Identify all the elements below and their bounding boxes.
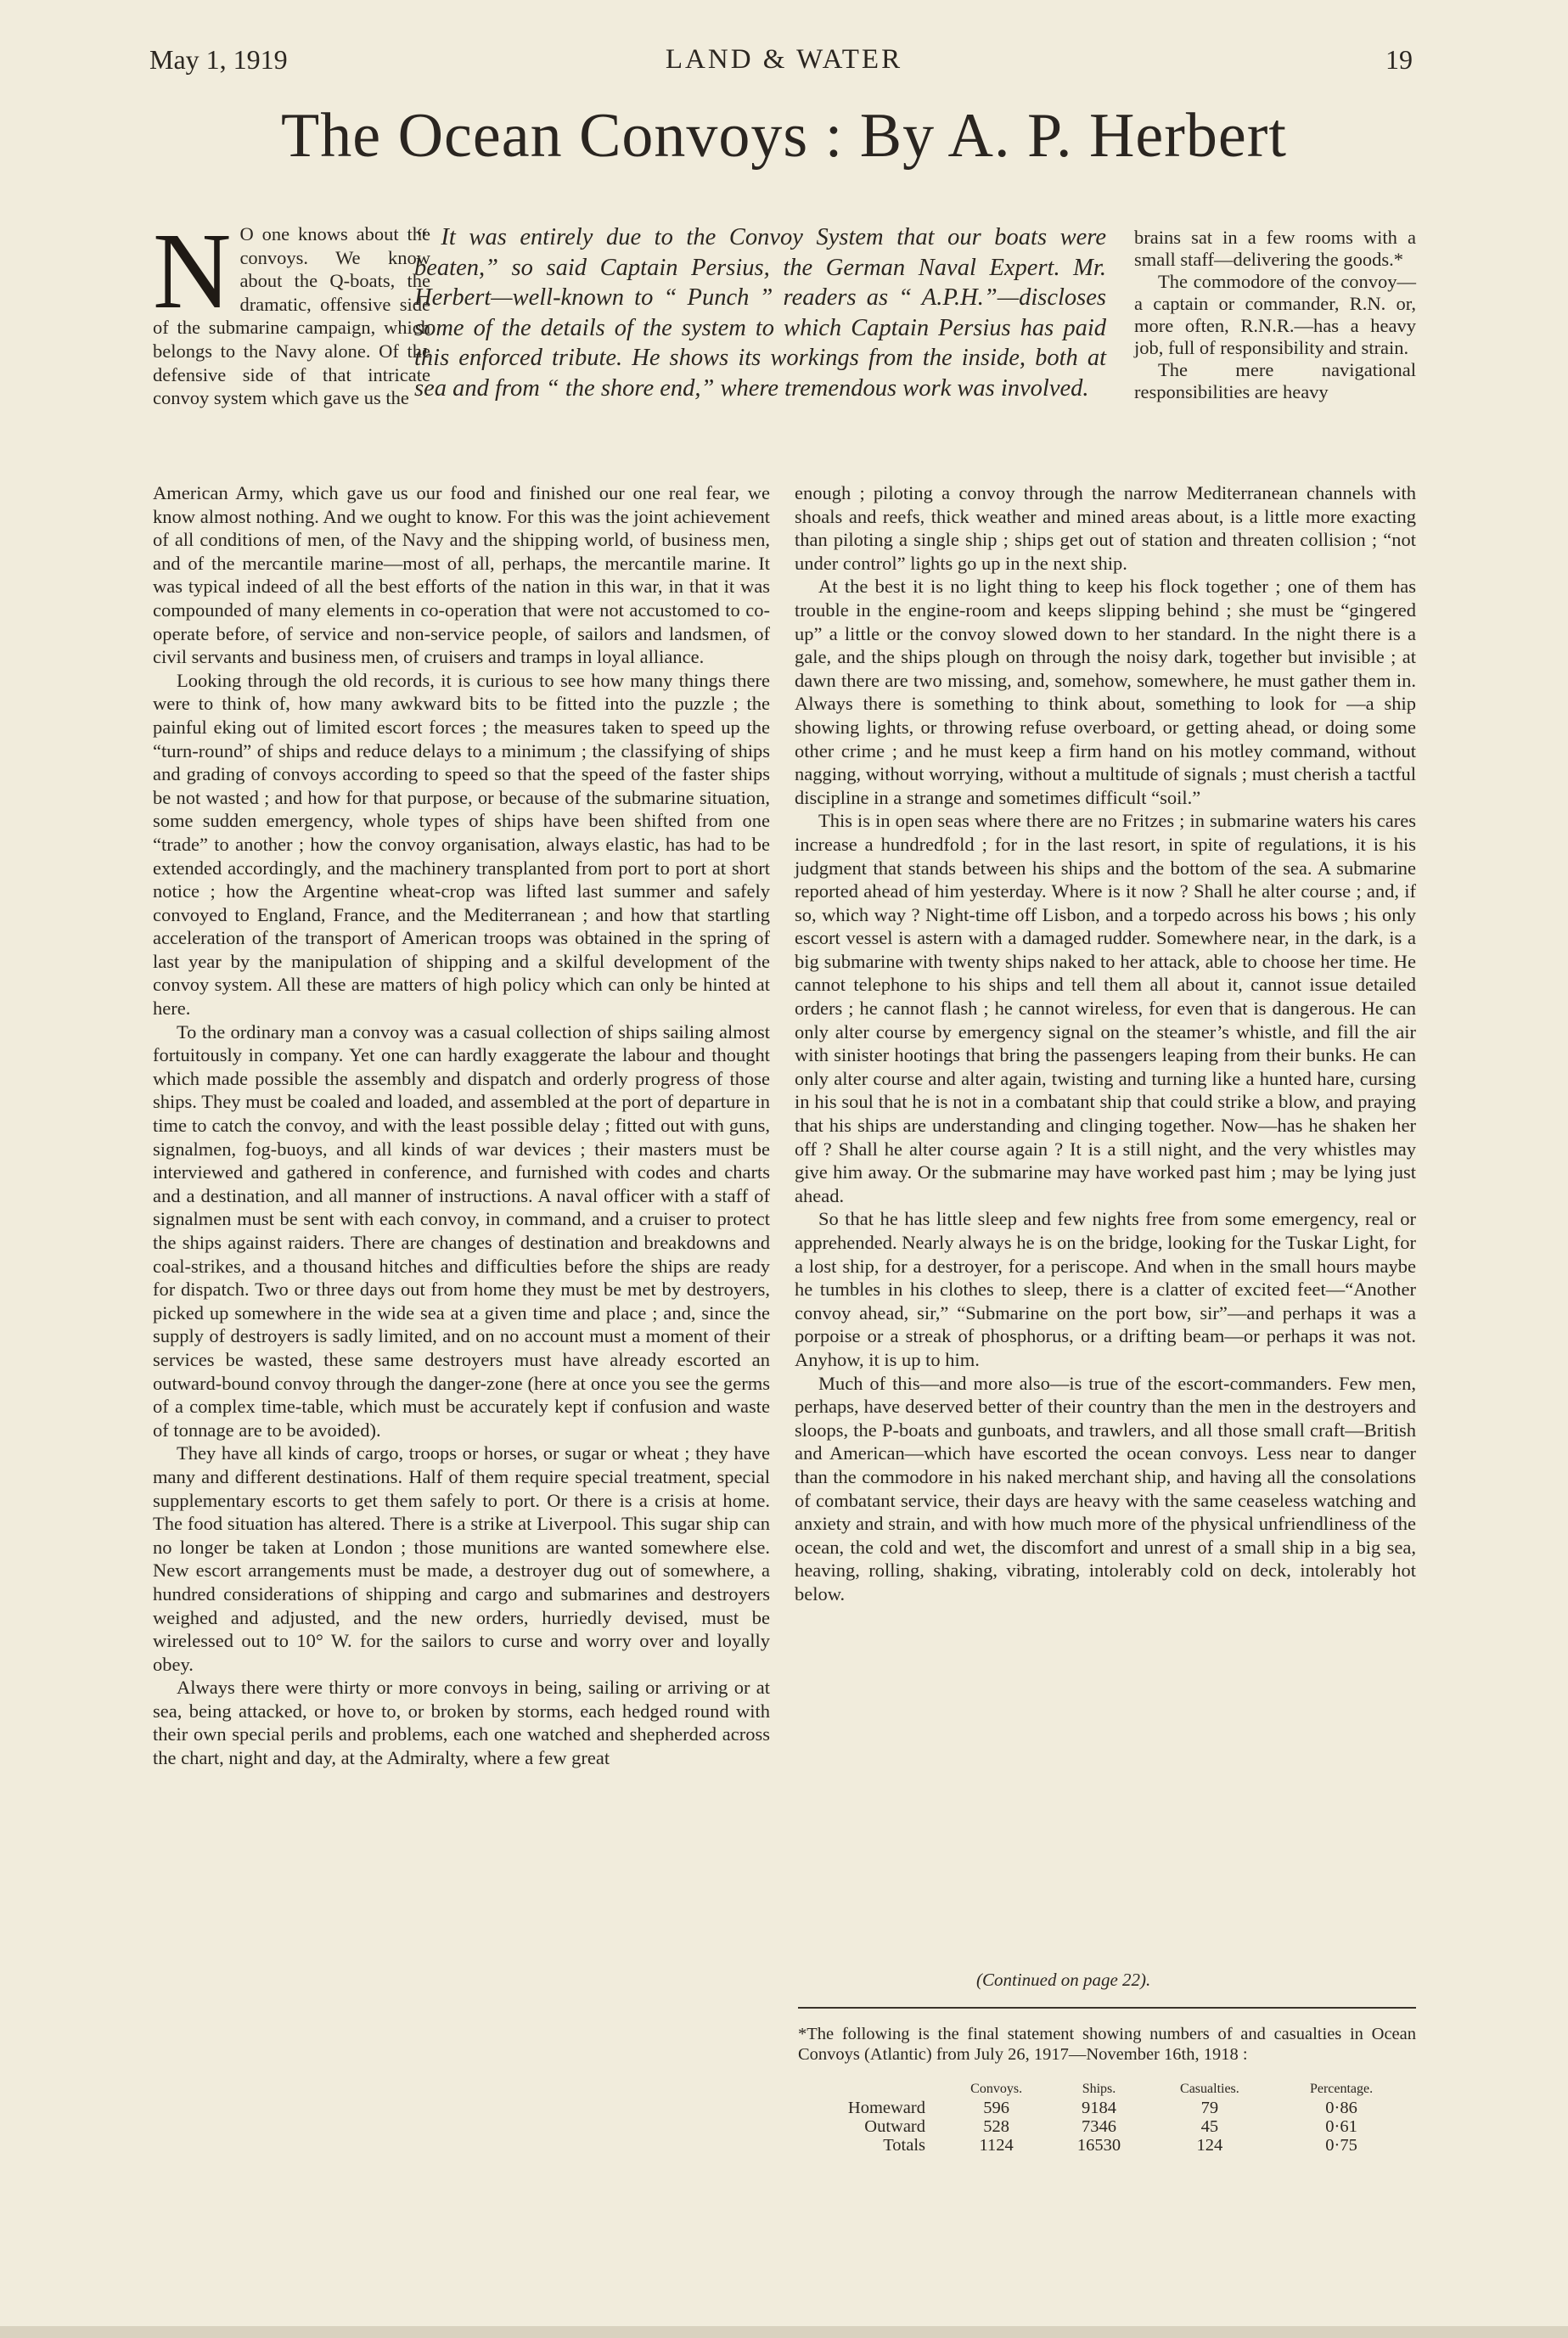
table-cell: 596 xyxy=(983,2099,1009,2117)
paragraph: They have all kinds of cargo, troops or horses, or sugar or wheat ; they have many and different destinations. Half of them require special treatment, special supplementary escorts to get them safely to port. Or there is a crisis at home. The food situation has altered. There is a strike at Liverpool. This sugar ship can no longer be taken at London ; those munitions are wanted somewhere else. New escort arrangements must be made, a destroyer dug out of somewhere, a hundred considerations of shipping and cargo and submarines and destroyers weighed and adjusted, and the new orders, hurriedly devised, must be wirelessed out to 10° W. for the sailors to curse and worry over and loyally obey. xyxy=(153,1442,770,1675)
table-row xyxy=(815,2099,1409,2117)
column-three-top xyxy=(1134,227,1416,403)
opening-text: O one knows about the convoys. We know about the Q-boats, the dramatic, offensive side of the submarine campaign, which belongs to the Navy alone. Of the defensive side of that intricate convoy system which gave us the xyxy=(153,223,430,409)
column-two xyxy=(795,481,1416,1606)
continued-note: (Continued on page 22). xyxy=(976,1970,1151,1990)
article-title: The Ocean Convoys : By A. P. Herbert xyxy=(281,101,1287,171)
column-header: Ships. xyxy=(1082,2082,1116,2096)
table-header-row xyxy=(815,2080,1409,2099)
footnote-text: *The following is the final statement showing numbers of and casualties in Ocean Convoys (Atlantic) from July 26, 1917—November 16th, 1918 : xyxy=(798,2025,1416,2064)
table-cell: 79 xyxy=(1200,2099,1219,2117)
table-cell: 7346 xyxy=(1081,2117,1116,2136)
paragraph: Much of this—and more also—is true of the escort-commanders. Few men, perhaps, have deserved better of their country than the men in the destroyers and sloops, the P-boats and gunboats, and trawlers, and all those small craft—British and American—which have escorted the ocean convoys. Less near to danger than the commodore in his naked merchant ship, and having all the consolations of combatant service, their days are heavy with the same ceaseless watching and anxiety and strain, and with how much more of the physical unfriendliness of the ocean, the cold and wet, the discomfort and unrest of a small ship in a big sea, heaving, rolling, shaking, vibrating, intolerably cold on deck, intolerably hot below. xyxy=(795,1372,1416,1605)
blank-header xyxy=(815,2080,941,2099)
paragraph: brains sat in a few rooms with a small staff—delivering the goods.* xyxy=(1134,227,1416,270)
paragraph: So that he has little sleep and few nights free from some emergency, real or apprehended. Nearly always he is on the bridge, looking for the Tuskar Light, for a lost ship, for a destroyer, for a periscope. And when in the small hours maybe he tumbles in his clothes to sleep, there is a clatter of excited feet—“Another convoy ahead, sir,” “Submarine on the port bow, sir”—and perhaps it was a porpoise or a streak of phosphorus, or a drifting beam—or perhaps it was not. Anyhow, it is up to him. xyxy=(795,1208,1416,1370)
page-edge xyxy=(0,2326,1568,2338)
paragraph: The mere navigational responsibilities are heavy xyxy=(1134,359,1416,402)
paragraph: Always there were thirty or more convoys in being, sailing or arriving or at sea, being attacked, or hove to, or broken by storms, each hedged round with their own special perils and problems, each one watched and shepherded across the chart, night and day, at the Admiralty, where a few great xyxy=(153,1677,770,1769)
row-label: Homeward xyxy=(847,2099,925,2117)
column-header: Casualties. xyxy=(1180,2082,1239,2096)
article-deck: “ It was entirely due to the Convoy System that our boats were beaten,” so said Captain Persius, the German Naval Expert. Mr. Herbert—well-known to “ Punch ” readers as “ A.P.H.”—discloses some of the details of the system to which Captain Persius has paid this enforced tribute. He shows its workings from the inside, both at sea and from “ the shore end,” where tremendous work was involved. xyxy=(414,224,1106,402)
table-cell: 0·86 xyxy=(1325,2099,1357,2117)
convoy-statistics-table xyxy=(815,2080,1409,2155)
table-cell: 9184 xyxy=(1081,2099,1116,2117)
table-row xyxy=(815,2117,1409,2136)
issue-date: May 1, 1919 xyxy=(149,44,288,75)
paragraph: This is in open seas where there are no Fritzes ; in submarine waters his cares increase a hundredfold ; for in the last resort, in spite of regulations, it is his judgment that stands between his ships and the bottom of the sea. A submarine reported ahead of him yesterday. Where is it now ? Shall he alter course ; and, if so, which way ? Night-time off Lisbon, and a torpedo across his bows ; his only escort vessel is astern with a damaged rudder. Somewhere near, in the dark, is a big submarine with twenty ships naked to her attack, able to choose her time. He cannot telephone to his ships and tell them all about it, cannot issue detailed orders ; he cannot flash ; he cannot wireless, for even that is dangerous. He can only alter course by emergency signal on the steamer’s whistle, and fill the air with sinister hootings that bring the passengers leaping from their bunks. He can only alter course and alter again, twisting and turning like a hunted hare, cursing in his soul that he is not in a combatant ship that could strike a blow, and praying that his ships are understanding and clinging together. Now—has he shaken her off ? Shall he alter course again ? It is a still night, and the very whistles may give him away. Or the submarine may have worked past him ; may be lying just ahead. xyxy=(795,810,1416,1206)
magazine-name: LAND & WATER xyxy=(665,44,903,75)
column-one xyxy=(153,481,770,1770)
table-cell: 45 xyxy=(1200,2117,1219,2136)
page-number: 19 xyxy=(1385,44,1413,75)
column-header: Convoys. xyxy=(970,2082,1023,2096)
row-label: Totals xyxy=(883,2136,925,2155)
table-row xyxy=(815,2136,1409,2155)
paragraph: To the ordinary man a convoy was a casual collection of ships sailing almost fortuitously in company. Yet one can hardly exaggerate the labour and thought which made possible the assembly and dispatch and orderly progress of those ships. They must be coaled and loaded, and assembled at the port of departure in time to catch the convoy, and with the least possible delay ; fitted out with guns, signalmen, fog-buoys, and all kinds of war devices ; their masters must be interviewed and gathered in conference, and furnished with codes and charts and a destination, and all manner of instructions. A naval officer with a staff of signalmen must be sent with each convoy, in command, and a cruiser to protect the ships against raiders. There are changes of destination and breakdowns and coal-strikes, and a thousand hitches and difficulties before the ships are ready for dispatch. Two or three days out from home they must be met by destroyers, picked up somewhere in the wide sea at a given time and place ; and, since the supply of destroyers is sadly limited, and on no account must a moment of their services be wasted, these same destroyers must have already escorted an outward-bound convoy through the danger-zone (here at once you see the germs of a complex time-table, which must be accurately kept if confusion and waste of tonnage are to be avoided). xyxy=(153,1020,770,1441)
table-cell: 0·61 xyxy=(1325,2117,1357,2136)
row-label: Outward xyxy=(864,2117,925,2136)
table-cell: 16530 xyxy=(1076,2136,1121,2155)
paragraph: Looking through the old records, it is curious to see how many things there were to think of, how many awkward bits to be fitted into the puzzle ; the painful eking out of limited escort forces ; the measures taken to speed up the “turn-round” of ships and reduce delays to a minimum ; the classifying of ships and grading of convoys according to speed so that the speed of the faster ships be not wasted ; and how for that purpose, or because of the submarine situation, some sudden emergency, whole types of ships have been shifted from one “trade” to another ; how the convoy organisation, always elastic, has had to be extended accordingly, and the machinery transplanted from port to port at short notice ; how the Argentine wheat-crop was lifted last summer and safely convoyed to England, France, and the Mediterranean ; and how that startling acceleration of the transport of American troops was obtained in the spring of last year by the manipulation of shipping and a skilful development of the convoy system. All these are matters of high policy which can only be hinted at here. xyxy=(153,669,770,1020)
drop-cap: N xyxy=(153,211,232,331)
table-cell: 1124 xyxy=(979,2136,1014,2155)
table-cell: 0·75 xyxy=(1325,2136,1357,2155)
paragraph: At the best it is no light thing to keep his flock together ; one of them has trouble in the engine-room and keeps slipping behind ; she must be “gingered up” a little or the convoy slowed down to her standard. In the night there is a gale, and the ships plough on through the noisy dark, together but invisible ; at dawn there are two missing, and, somehow, somewhere, he must gather them in. Always there is something to think about, something to look for —a ship showing lights, or throwing refuse overboard, or getting ahead, or doing some other crime ; and he must keep a firm hand on his motley command, without nagging, without worrying, without a multitude of signals ; must cherish a tactful discipline in a strange and sometimes difficult “soil.” xyxy=(795,576,1416,808)
paragraph: enough ; piloting a convoy through the narrow Mediterranean channels with shoals and reefs, thick weather and mined areas about, is a little more exacting than piloting a single ship ; ships get out of station and threaten collision ; “not under control” lights go up in the next ship. xyxy=(795,482,1416,574)
paragraph: American Army, which gave us our food and finished our one real fear, we know almost nothing. And we ought to know. For this was the joint achievement of all conditions of men, of the Navy and the shipping world, of business men, and of the mercantile marine—most of all, perhaps, the mercantile marine. It was typical indeed of all the best efforts of the nation in this war, in that it was compounded of many elements in co-operation that were not accustomed to co-operate before, of service and non-service people, of sailors and landsmen, of civil servants and business men, of cruisers and tramps in loyal alliance. xyxy=(153,482,770,668)
table-cell: 528 xyxy=(983,2117,1009,2136)
running-head xyxy=(0,44,1568,87)
paragraph: The commodore of the convoy—a captain or commander, R.N. or, more often, R.N.R.—has a heavy job, full of responsibility and strain. xyxy=(1134,271,1416,358)
footnote-rule xyxy=(798,2007,1416,2009)
table-cell: 124 xyxy=(1196,2136,1223,2155)
article-opening xyxy=(153,211,430,410)
column-header: Percentage. xyxy=(1309,2082,1374,2096)
